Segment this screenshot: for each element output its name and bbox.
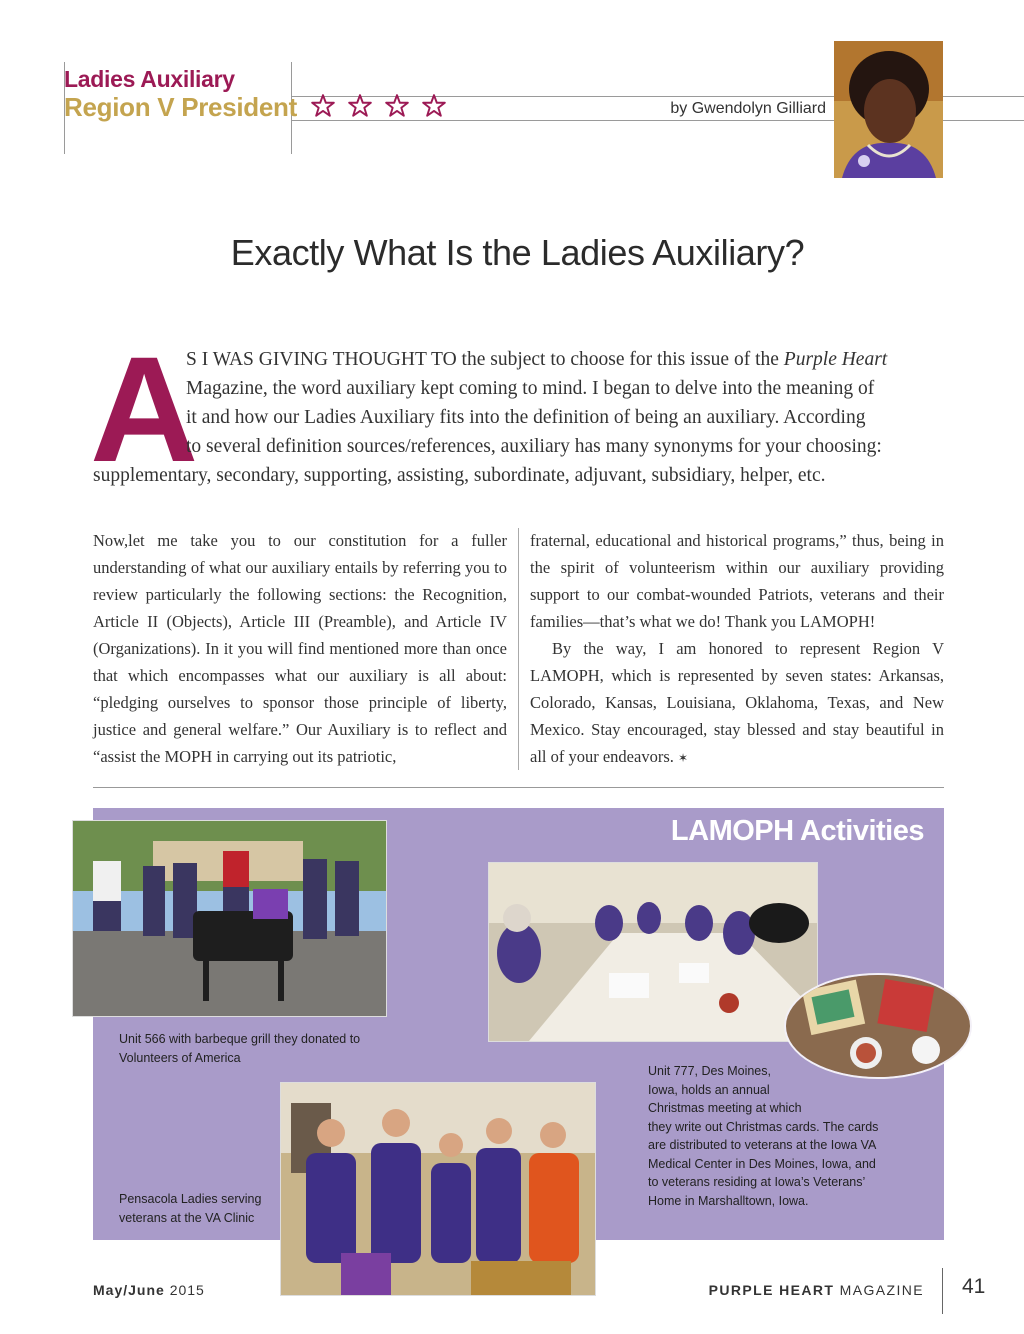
footer-issue-date: May/June 2015 <box>93 1282 205 1298</box>
body-column-left <box>93 527 507 770</box>
body-paragraph: Now,let me take you to our constitution for a fuller understanding of what our auxiliary entails by referring you to review particularly the following sections: the Recognition, Article II (Objects), Article III (Preamble), and Article IV (Organizations). In it you will find mentioned more than once that which encompasses what our auxiliary is all about: “pledging ourselves to sponsor those principle of liberty, justice and general welfare.” Our Auxiliary is to reflect and “assist the MOPH in carrying out its patriotic, <box>93 531 507 766</box>
end-mark-icon: ✶ <box>678 751 689 765</box>
photo-pensacola-ladies <box>280 1082 596 1296</box>
drop-cap: A <box>90 325 199 493</box>
caption-pensacola: Pensacola Ladies serving veterans at the VA Clinic <box>119 1192 262 1225</box>
photo-grill-donation <box>72 820 387 1017</box>
body-column-right <box>530 527 944 772</box>
footer-divider <box>942 1268 943 1314</box>
body-paragraph: fraternal, educational and historical programs,” thus, being in the spirit of volunteerism within our auxiliary providing support to our combat-wounded Patriots, veterans and their families—that’s what we do! Thank you LAMOPH! <box>530 531 944 631</box>
section-divider <box>93 787 944 788</box>
star-outline-icon <box>384 93 410 119</box>
intro-line: supplementary, secondary, supporting, assisting, subordinate, adjuvant, subsidiary, helper, etc. <box>93 465 826 486</box>
intro-line: Magazine, the word auxiliary kept coming to mind. I began to delve into the meaning of <box>186 378 875 399</box>
section-title-line2: Region V President <box>64 92 297 122</box>
column-divider <box>518 528 519 770</box>
author-photo <box>834 41 943 178</box>
star-row <box>310 93 447 119</box>
body-paragraph: By the way, I am honored to represent Region V LAMOPH, which is represented by seven states: Arkansas, Colorado, Kansas, Louisiana, Oklahoma, Texas, and New Mexico. Stay encouraged, stay blessed and stay beautiful in all of your endeavors. <box>530 639 944 766</box>
activities-title: LAMOPH Activities <box>670 815 924 847</box>
star-outline-icon <box>347 93 373 119</box>
star-outline-icon <box>421 93 447 119</box>
author-byline: by Gwendolyn Gilliard <box>670 100 826 117</box>
caption-grill: Unit 566 with barbeque grill they donated to Volunteers of America <box>119 1032 361 1065</box>
footer-magazine-name: PURPLE HEART MAGAZINE <box>708 1282 924 1298</box>
article-title: Exactly What Is the Ladies Auxiliary? <box>230 232 805 273</box>
caption-des-moines: Unit 777, Des Moines, Iowa, holds an annual Christmas meeting at which they write out Christmas cards. The cards are distributed to veterans at the Iowa VA Medical Center in Des Moines, Iowa, and to veterans residing at Iowa’s Veterans’ Home in Marshalltown, Iowa. <box>648 1064 879 1208</box>
page-number: 41 <box>962 1275 986 1298</box>
intro-line: it and how our Ladies Auxiliary fits into the definition of being an auxiliary. According <box>186 407 866 428</box>
photo-christmas-meeting <box>488 862 818 1042</box>
section-title-line1: Ladies Auxiliary <box>64 66 235 92</box>
intro-line: to several definition sources/references, auxiliary has many synonyms for your choosing: <box>186 436 882 457</box>
star-outline-icon <box>310 93 336 119</box>
intro-line: S I WAS GIVING THOUGHT TO the subject to choose for this issue of the Purple Heart <box>186 349 888 370</box>
